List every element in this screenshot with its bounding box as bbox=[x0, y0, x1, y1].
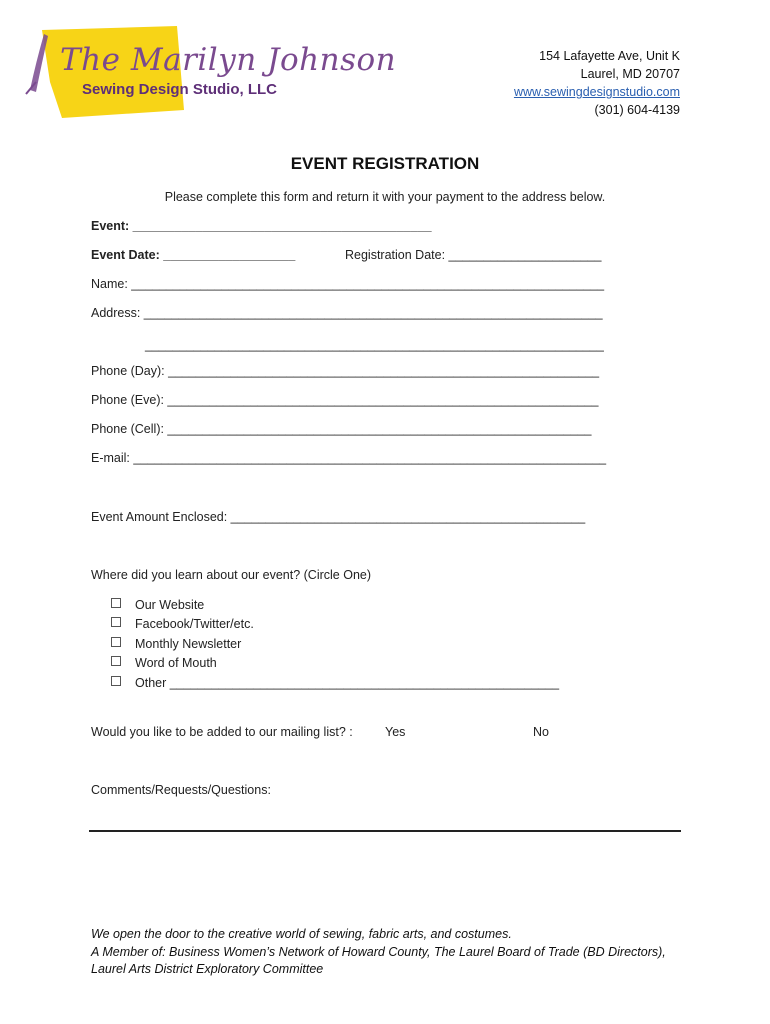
footer-membership: A Member of: Business Women’s Network of Howard County, The Laurel Board of Trade (BD Directors), bbox=[91, 944, 666, 959]
checkbox-icon[interactable] bbox=[111, 598, 121, 608]
option-website[interactable]: Our Website bbox=[111, 598, 204, 612]
name-field[interactable]: Name: ____________________________________________________________________ bbox=[91, 277, 605, 291]
mailing-yes[interactable]: Yes bbox=[385, 725, 406, 739]
event-date-field[interactable]: Event Date: ___________________ bbox=[91, 248, 296, 262]
learn-question: Where did you learn about our event? (Circle One) bbox=[91, 568, 372, 582]
mailing-no[interactable]: No bbox=[533, 725, 549, 739]
form-intro: Please complete this form and return it with your payment to the address below. bbox=[164, 190, 606, 204]
option-other[interactable]: Other ________________________________________________________ bbox=[111, 676, 559, 690]
logo-sub-text: Sewing Design Studio, LLC bbox=[82, 81, 277, 98]
checkbox-icon[interactable] bbox=[111, 656, 121, 666]
phone-eve-field[interactable]: Phone (Eve): ______________________________________________________________ bbox=[91, 393, 599, 407]
address-field[interactable]: Address: __________________________________________________________________ bbox=[91, 306, 603, 320]
event-field[interactable]: Event: ___________________________________________ bbox=[91, 219, 432, 233]
option-word-of-mouth[interactable]: Word of Mouth bbox=[111, 656, 217, 670]
option-social[interactable]: Facebook/Twitter/etc. bbox=[111, 617, 254, 631]
studio-logo bbox=[22, 22, 397, 122]
amount-field[interactable]: Event Amount Enclosed: ___________________________________________________ bbox=[91, 510, 586, 524]
contact-street: 154 Lafayette Ave, Unit K bbox=[539, 49, 680, 63]
registration-date-field[interactable]: Registration Date: ______________________ bbox=[345, 248, 602, 262]
logo-script-text: The Marilyn Johnson bbox=[60, 42, 397, 78]
contact-block bbox=[514, 47, 680, 119]
checkbox-icon[interactable] bbox=[111, 676, 121, 686]
comments-label: Comments/Requests/Questions: bbox=[91, 783, 271, 797]
comments-rule[interactable] bbox=[89, 830, 681, 832]
mailing-question: Would you like to be added to our mailing list? : bbox=[91, 725, 353, 739]
contact-phone: (301) 604-4139 bbox=[594, 103, 680, 117]
checkbox-icon[interactable] bbox=[111, 637, 121, 647]
form-title: EVENT REGISTRATION bbox=[290, 154, 480, 173]
phone-day-field[interactable]: Phone (Day): ______________________________________________________________ bbox=[91, 364, 600, 378]
phone-cell-field[interactable]: Phone (Cell): _____________________________________________________________ bbox=[91, 422, 592, 436]
option-newsletter[interactable]: Monthly Newsletter bbox=[111, 637, 241, 651]
website-link[interactable]: www.sewingdesignstudio.com bbox=[513, 85, 680, 99]
contact-city: Laurel, MD 20707 bbox=[580, 67, 680, 81]
footer bbox=[91, 926, 666, 979]
footer-tagline: We open the door to the creative world of sewing, fabric arts, and costumes. bbox=[91, 927, 512, 941]
checkbox-icon[interactable] bbox=[111, 617, 121, 627]
email-field[interactable]: E-mail: ____________________________________________________________________ bbox=[91, 451, 607, 465]
address-line2-field[interactable]: __________________________________________________________________ bbox=[145, 338, 604, 352]
footer-membership-cont: Laurel Arts District Exploratory Committee bbox=[91, 962, 324, 976]
